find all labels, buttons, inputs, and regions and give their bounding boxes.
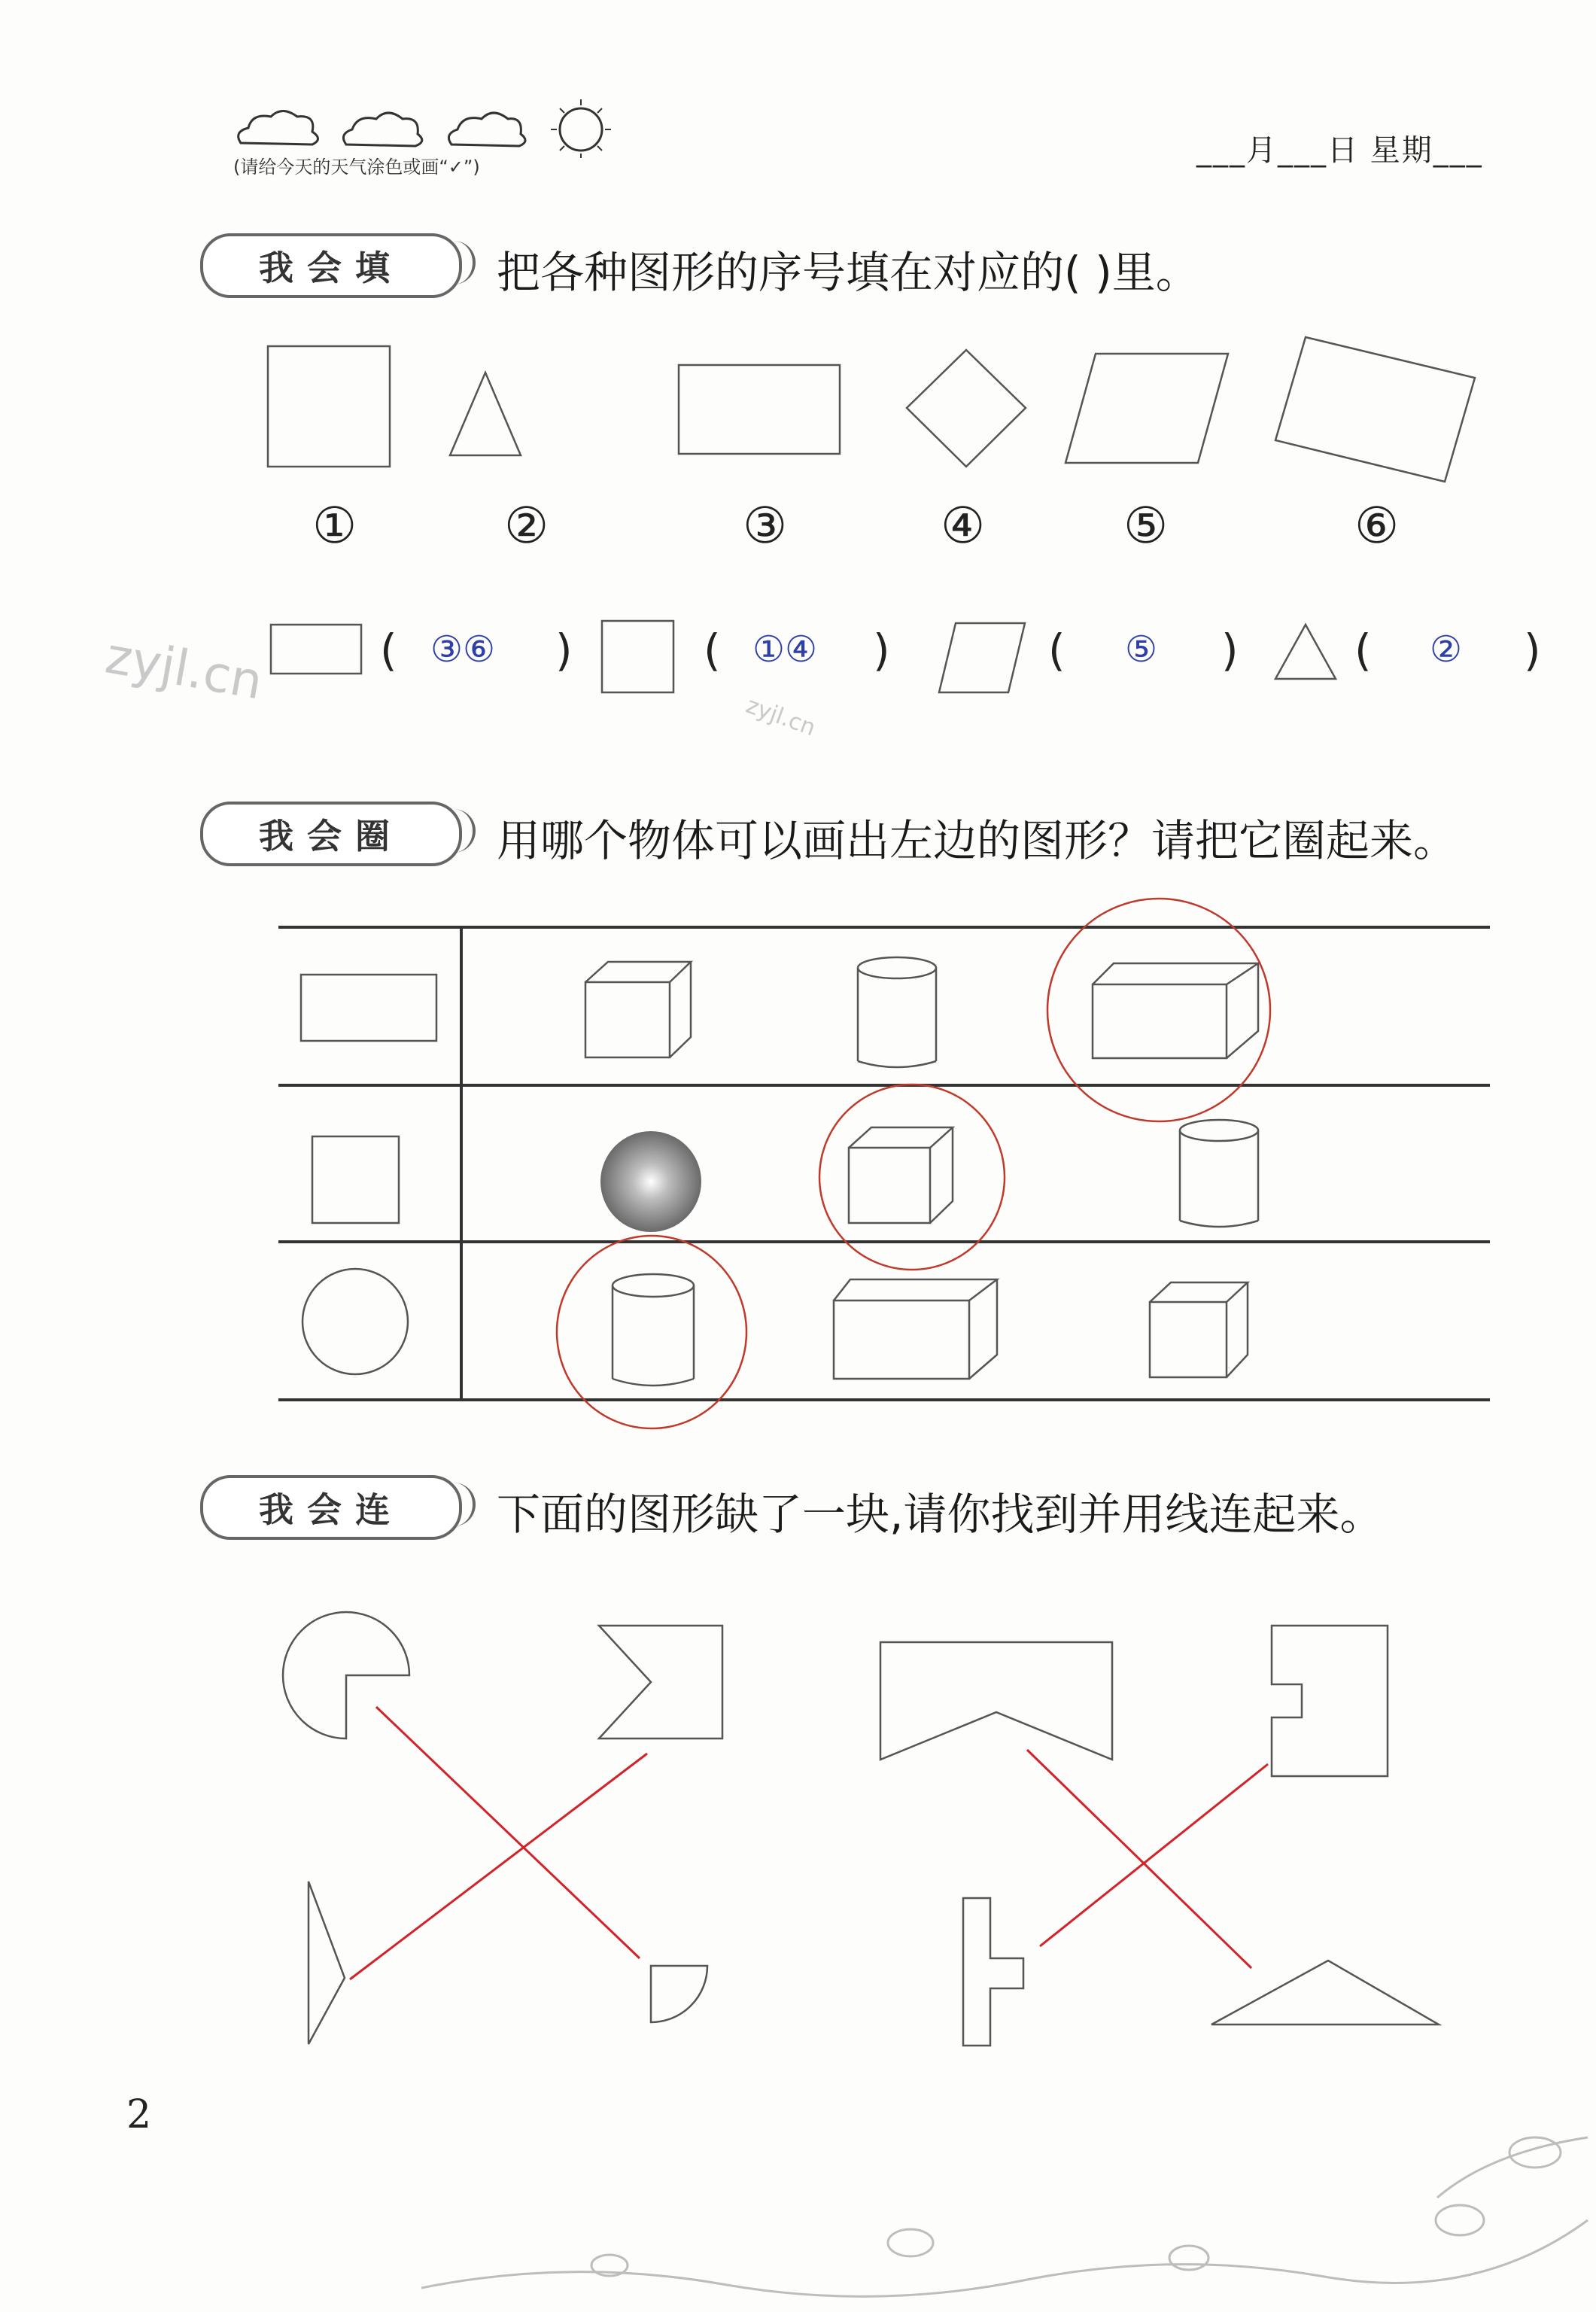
piece-wide-triangle: [1211, 1961, 1439, 2025]
shape-number-3: ③: [743, 497, 788, 555]
answer-square[interactable]: ①④: [752, 628, 818, 671]
shape-number-5: ⑤: [1123, 497, 1169, 555]
section3-badge: 我会连: [200, 1475, 462, 1540]
rectangle-missing-notch: [1272, 1626, 1388, 1776]
row3-cuboid: [834, 1279, 997, 1379]
cloud-sun-icon: [448, 113, 525, 146]
row2-ball: [600, 1131, 701, 1232]
shape-rotated-rectangle: [1275, 337, 1475, 482]
watermark-small: zyjl.cn: [742, 692, 819, 742]
row1-rectangle: [301, 975, 436, 1041]
mini-rectangle: [271, 625, 361, 674]
answer-circle-row1: [1047, 899, 1270, 1121]
match-line-4: [1040, 1764, 1268, 1946]
row1-cube: [585, 962, 691, 1057]
sun-icon: [560, 108, 602, 151]
watermark-large: zyjl.cn: [101, 626, 267, 711]
shape-triangle: [450, 373, 521, 455]
shape-rotated-square: [907, 350, 1026, 467]
match-line-3: [1027, 1750, 1251, 1968]
section1-badge: 我会填: [200, 233, 462, 298]
piece-quarter-circle: [651, 1966, 707, 2022]
weather-instruction: (请给今天的天气涂色或画“✓”): [233, 157, 480, 178]
square-missing-wedge: [599, 1626, 722, 1739]
shape-square: [268, 346, 390, 467]
missing-piece-puzzles: [271, 1596, 1520, 2062]
section2-instruction: 用哪个物体可以画出左边的图形？请把它圈起来。: [497, 815, 1458, 866]
section3-instruction: 下面的图形缺了一块,请你找到并用线连起来。: [497, 1489, 1384, 1540]
mini-triangle: [1275, 625, 1336, 679]
shape-parallelogram: [1066, 354, 1228, 463]
match-line-2: [350, 1754, 647, 1979]
shape-number-1: ①: [312, 497, 357, 555]
page-number: 2: [126, 2092, 152, 2137]
objects-table: [271, 873, 1505, 1430]
mini-square: [602, 621, 673, 692]
row2-cube: [849, 1127, 953, 1223]
piece-notch-tab: [963, 1898, 1023, 2046]
weather-icons: [226, 98, 632, 158]
match-line-1: [376, 1707, 640, 1958]
cloud-icon: [239, 111, 318, 145]
answer-triangle[interactable]: ②: [1430, 628, 1463, 671]
shape-number-4: ④: [941, 497, 986, 555]
piece-triangle-small: [309, 1882, 345, 2044]
row3-circle: [302, 1269, 408, 1374]
row1-cuboid: [1093, 963, 1258, 1058]
answer-parallelogram[interactable]: ⑤: [1125, 628, 1158, 671]
mini-parallelogram: [939, 623, 1025, 692]
section1-shapes: [248, 324, 1528, 489]
rectangle-missing-triangle: [880, 1642, 1112, 1760]
answer-rectangle[interactable]: ③⑥: [430, 628, 496, 671]
shape-number-6: ⑥: [1354, 497, 1400, 555]
row2-cylinder: [1180, 1120, 1258, 1227]
shape-rectangle: [679, 365, 840, 454]
section1-instruction: 把各种图形的序号填在对应的( )里。: [497, 247, 1199, 298]
shape-number-2: ②: [504, 497, 549, 555]
row3-cube: [1150, 1282, 1248, 1377]
row3-cylinder: [613, 1274, 694, 1386]
row1-cylinder: [858, 957, 936, 1067]
cloud-icon: [343, 113, 421, 146]
date-line: ___月___日 星期___: [1196, 133, 1483, 168]
decorative-vine-footer: [421, 2107, 1595, 2310]
row2-square: [312, 1136, 399, 1223]
section2-badge: 我会圈: [200, 802, 462, 866]
